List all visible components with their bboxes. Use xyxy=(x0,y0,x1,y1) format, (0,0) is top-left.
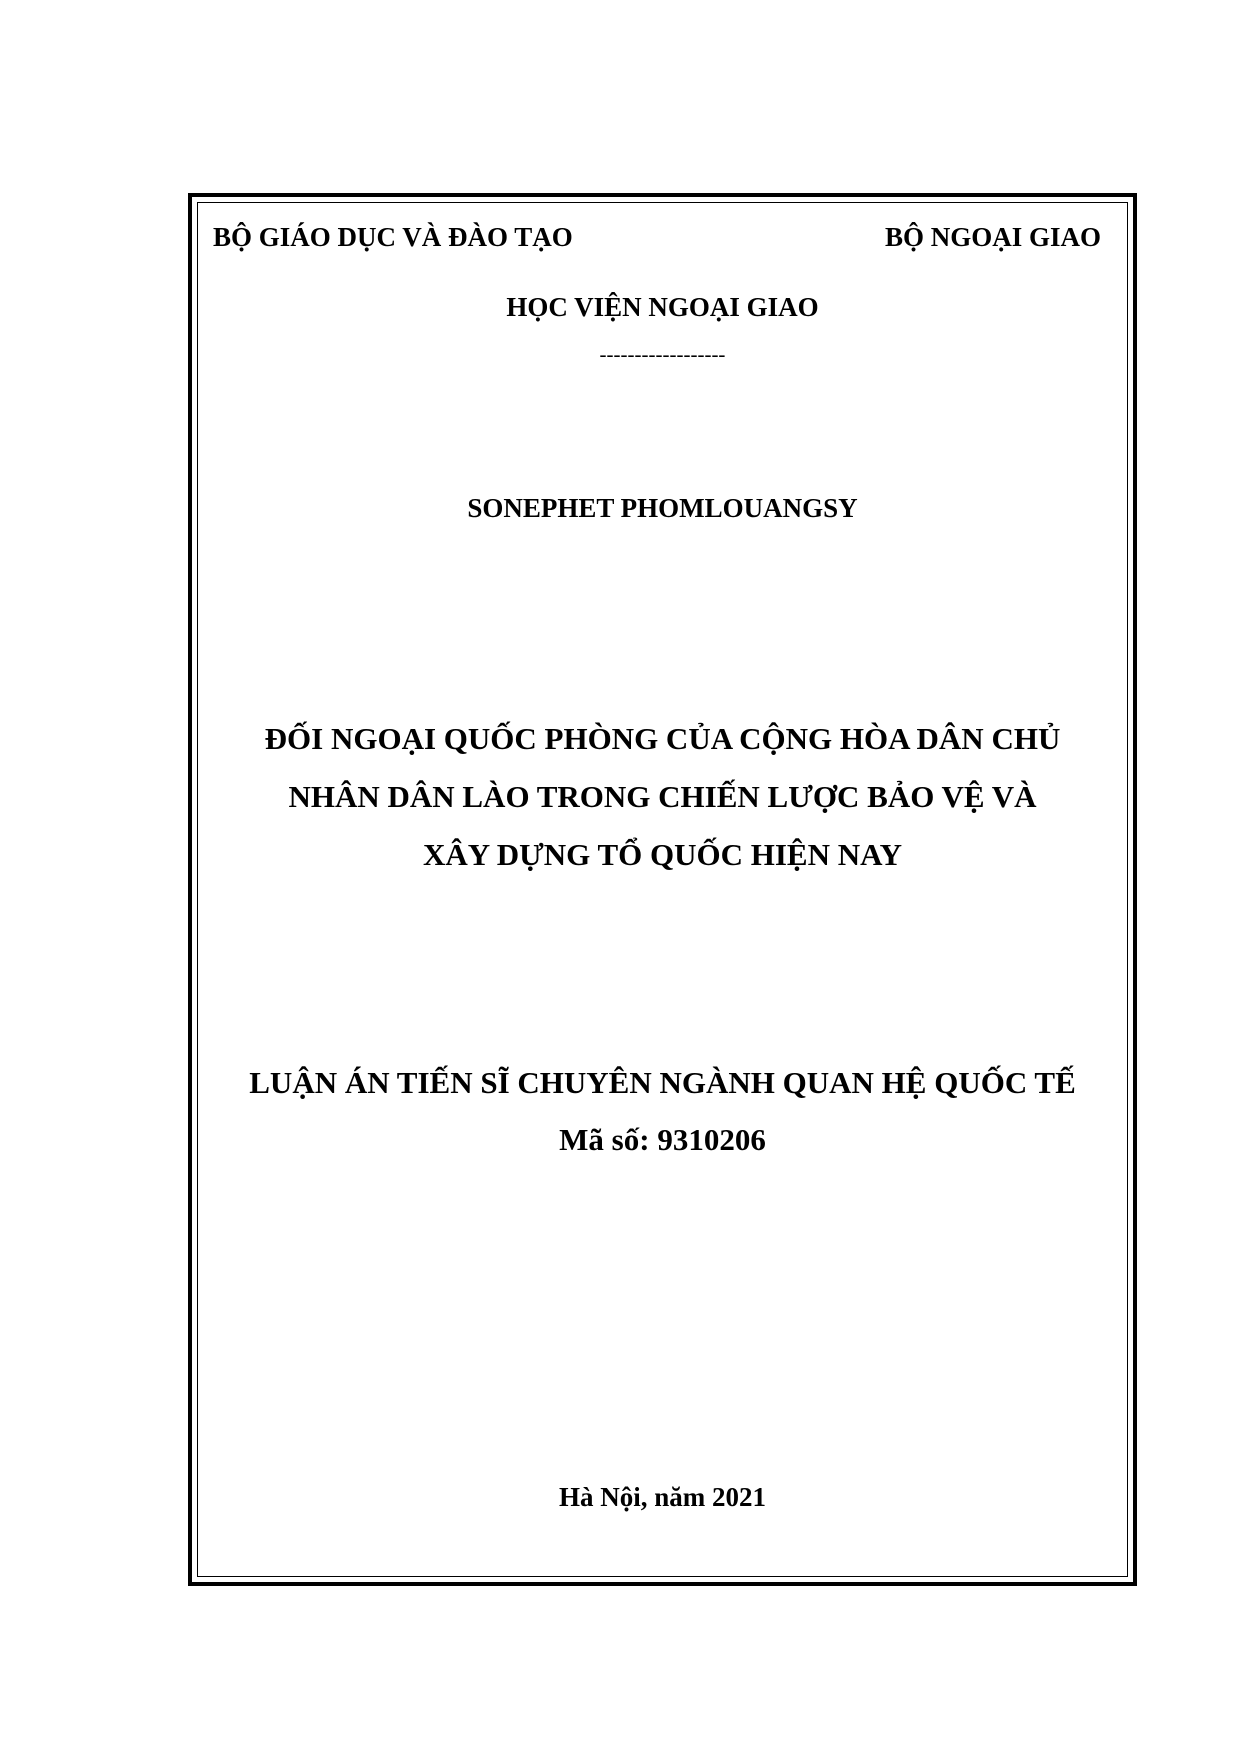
ministry-education: BỘ GIÁO DỤC VÀ ĐÀO TẠO xyxy=(213,222,573,252)
thesis-title-line: NHÂN DÂN LÀO TRONG CHIẾN LƯỢC BẢO VỆ VÀ xyxy=(288,779,1037,814)
institution-name: HỌC VIỆN NGOẠI GIAO xyxy=(506,292,819,322)
ministry-foreign-affairs: BỘ NGOẠI GIAO xyxy=(884,222,1101,252)
thesis-title xyxy=(197,710,1128,884)
degree-type: LUẬN ÁN TIẾN SĨ CHUYÊN NGÀNH QUAN HỆ QUỐC TẾ xyxy=(249,1065,1076,1100)
header-divider: ------------------ xyxy=(599,342,726,366)
thesis-title-line: ĐỐI NGOẠI QUỐC PHÒNG CỦA CỘNG HÒA DÂN CHỦ xyxy=(264,721,1061,756)
program-code: Mã số: 9310206 xyxy=(559,1122,766,1157)
page-border-inner xyxy=(197,202,1128,1577)
author-name: SONEPHET PHOMLOUANGSY xyxy=(467,493,858,523)
place-and-year: Hà Nội, năm 2021 xyxy=(558,1482,766,1512)
thesis-title-line: XÂY DỰNG TỔ QUỐC HIỆN NAY xyxy=(422,837,903,872)
